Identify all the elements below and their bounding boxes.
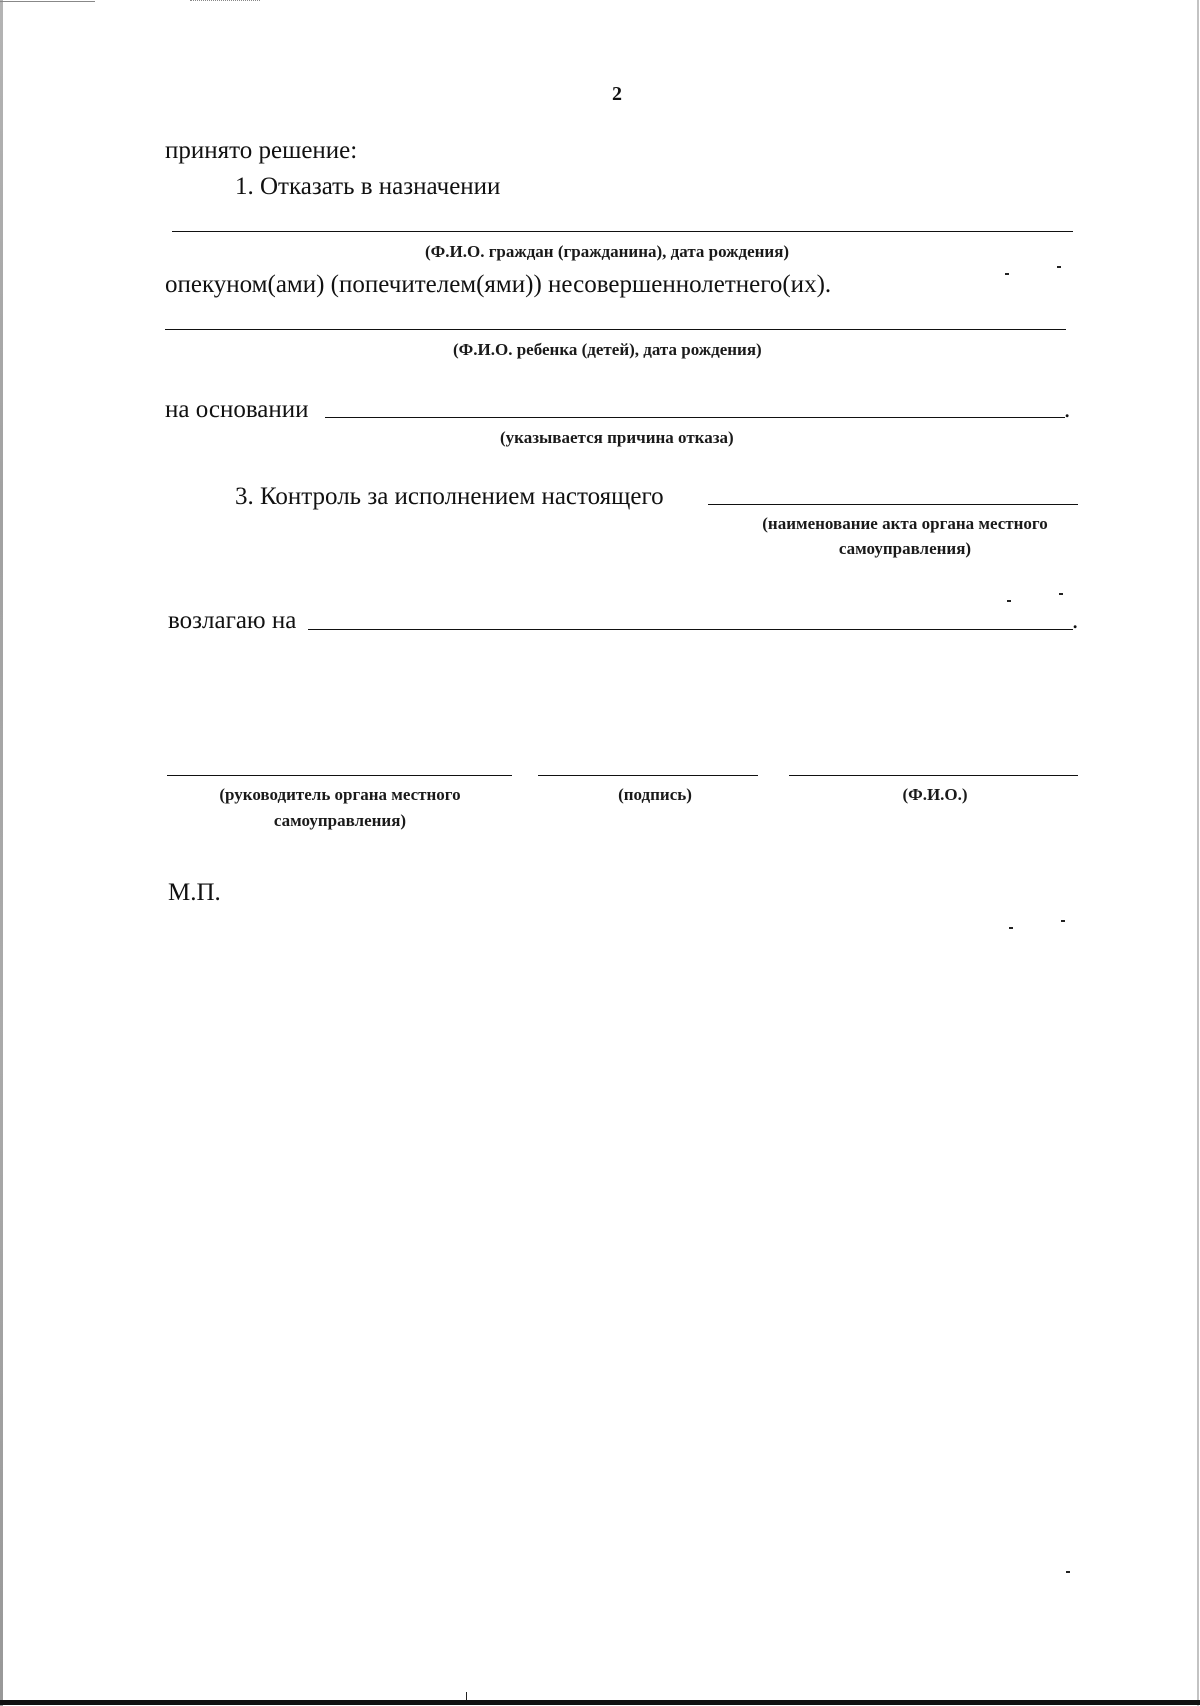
basis-label: на основании	[165, 396, 309, 423]
child-fill-line	[165, 329, 1066, 330]
assign-fill-line	[308, 629, 1073, 630]
scan-speck	[1005, 273, 1009, 275]
scan-edge-right	[1197, 0, 1199, 1706]
basis-fill-line	[325, 417, 1065, 418]
caption-head-line1: (руководитель органа местного	[219, 785, 461, 804]
item-1-text: 1. Отказать в назначении	[235, 173, 501, 200]
caption-name: (Ф.И.О.)	[902, 785, 968, 804]
scan-edge-left	[0, 0, 3, 1706]
guardian-text: опекуном(ами) (попечителем(ями)) несовершеннолетнего(их).	[165, 271, 832, 298]
scan-speck	[1007, 600, 1011, 602]
item-3-text: 3. Контроль за исполнением настоящего	[235, 483, 664, 510]
caption-head-line2: самоуправления)	[273, 811, 407, 830]
caption-act-line2: самоуправления)	[838, 539, 972, 558]
citizens-fill-line	[172, 231, 1073, 232]
page-number: 2	[612, 83, 622, 105]
caption-signature: (подпись)	[618, 785, 692, 804]
caption-citizens: (Ф.И.О. граждан (гражданина), дата рождения)	[425, 242, 790, 261]
caption-child: (Ф.И.О. ребенка (детей), дата рождения)	[453, 340, 762, 359]
intro-text: принято решение:	[165, 137, 358, 164]
scan-edge-bottom	[0, 1700, 1200, 1705]
scan-speck	[1061, 920, 1065, 922]
caption-reason: (указывается причина отказа)	[500, 428, 734, 447]
head-signature-line	[167, 775, 512, 776]
assign-label: возлагаю на	[168, 607, 297, 634]
scan-speck	[466, 1692, 467, 1700]
scan-top-rule	[0, 1, 95, 2]
scan-speck	[1057, 266, 1061, 268]
assign-period: .	[1072, 607, 1079, 634]
scan-top-dots	[190, 0, 260, 1]
stamp-place: М.П.	[168, 879, 221, 906]
signature-line	[538, 775, 758, 776]
scan-speck	[1009, 927, 1013, 929]
basis-period: .	[1064, 396, 1071, 423]
scan-speck	[1066, 1571, 1070, 1573]
caption-act-line1: (наименование акта органа местного	[762, 514, 1048, 533]
scan-speck	[1059, 593, 1063, 595]
name-signature-line	[789, 775, 1078, 776]
act-fill-line	[708, 504, 1078, 505]
